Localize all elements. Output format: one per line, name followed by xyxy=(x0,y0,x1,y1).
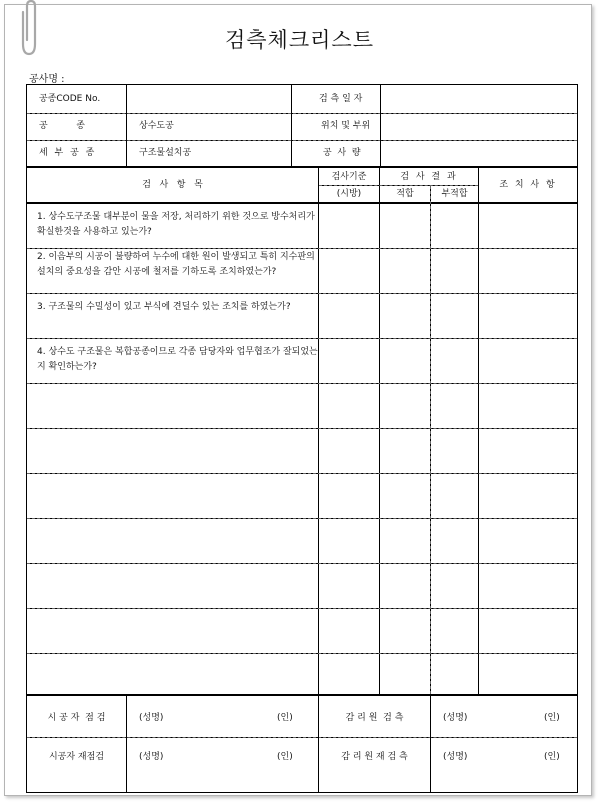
row-divider xyxy=(27,338,577,339)
inspection-date-label: 검 측 일 자 xyxy=(319,94,363,104)
row-divider xyxy=(27,383,577,384)
sub-work-label: 세 부 공 종 xyxy=(39,148,97,158)
divider xyxy=(318,696,319,792)
divider xyxy=(27,140,577,141)
work-type-label: 공 종 xyxy=(39,121,85,131)
divider xyxy=(27,113,577,114)
checklist-item-2: 2. 이음부의 시공이 불량하여 누수에 대한 원이 발생되고 특히 지수판의 설치의 중요성을 감안 시공에 철저를 기하도록 조치하였는가? xyxy=(37,252,315,277)
row-divider xyxy=(27,293,577,294)
divider xyxy=(291,85,292,166)
supervisor-recheck-label: 감 리 원 재 검 측 xyxy=(341,752,408,762)
divider xyxy=(27,202,577,204)
divider xyxy=(430,186,431,694)
work-type-value: 상수도공 xyxy=(139,121,174,131)
result-header: 검 사 결 과 xyxy=(400,172,458,182)
contractor-seal-label-2: (인) xyxy=(277,752,293,762)
divider xyxy=(379,168,380,694)
checklist-item-3: 3. 구조물의 수밀성이 있고 부식에 견딜수 있는 조치를 하였는가? xyxy=(37,302,291,312)
divider xyxy=(319,185,478,186)
divider xyxy=(27,694,577,696)
supervisor-name-label-2: (성명) xyxy=(443,752,468,762)
divider xyxy=(27,737,577,738)
divider xyxy=(27,166,577,168)
divider xyxy=(478,168,479,694)
row-divider xyxy=(27,563,577,564)
volume-label: 공 사 량 xyxy=(323,148,361,158)
contractor-check-label: 시 공 자 점 검 xyxy=(47,713,106,723)
pass-header: 적합 xyxy=(396,189,414,199)
supervisor-check-label: 감 리 원 검 측 xyxy=(345,713,404,723)
row-divider xyxy=(27,608,577,609)
work-code-label: 공종CODE No. xyxy=(39,94,101,104)
supervisor-seal-label: (인) xyxy=(544,713,560,723)
contractor-recheck-label: 시공자 재점검 xyxy=(48,752,105,762)
supervisor-seal-label-2: (인) xyxy=(544,752,560,762)
divider xyxy=(126,696,127,792)
contractor-name-label-2: (성명) xyxy=(139,752,164,762)
action-header: 조 치 사 항 xyxy=(499,180,557,190)
row-divider xyxy=(27,653,577,654)
checklist-item-1: 1. 상수도구조물 대부분이 물을 저장, 처리하기 위한 것으로 방수처리가 확실한것을 사용하고 있는가? xyxy=(37,212,315,237)
location-label: 위치 및 부위 xyxy=(321,121,371,131)
row-divider xyxy=(27,248,577,249)
sub-work-value: 구조물설치공 xyxy=(139,148,192,158)
standard-sub-header: (시방) xyxy=(336,189,362,199)
supervisor-name-label: (성명) xyxy=(443,713,468,723)
checklist-table xyxy=(26,84,578,793)
divider xyxy=(380,85,381,166)
divider xyxy=(430,696,431,792)
standard-header: 검사기준 xyxy=(331,172,367,182)
page-title: 검측체크리스트 xyxy=(224,28,374,52)
fail-header: 부적합 xyxy=(441,189,468,199)
contractor-name-label: (성명) xyxy=(139,713,164,723)
divider xyxy=(126,85,127,166)
inspection-items-header: 검 사 항 목 xyxy=(142,180,203,190)
checklist-item-4: 4. 상수도 구조물은 복합공종이므로 각종 담당자와 업무협조가 잘되었는지 확인하는가? xyxy=(37,347,318,372)
row-divider xyxy=(27,473,577,474)
contractor-seal-label: (인) xyxy=(277,713,293,723)
row-divider xyxy=(27,518,577,519)
divider xyxy=(318,168,319,694)
site-name-label: 공사명 : xyxy=(29,74,65,85)
row-divider xyxy=(27,428,577,429)
